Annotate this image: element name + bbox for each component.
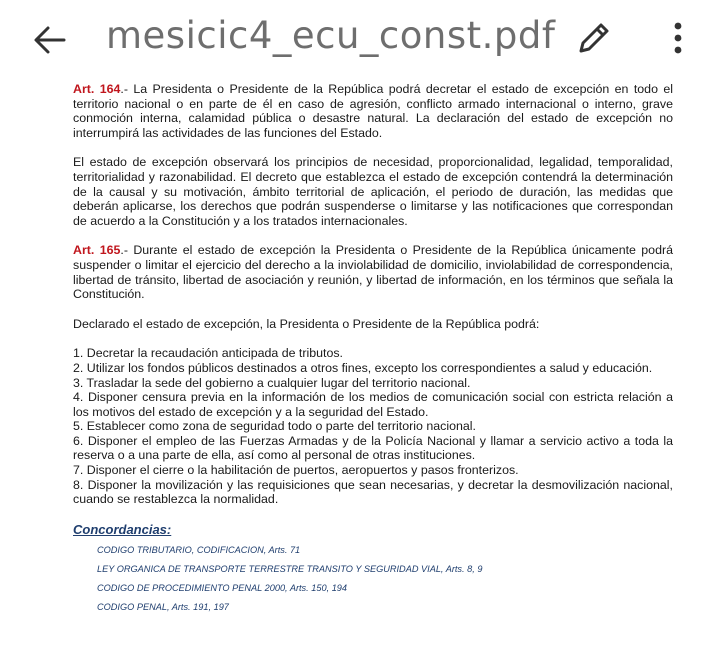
article-label: Art. 164 [73, 82, 121, 96]
art-165-intro: Declarado el estado de excepción, la Presidenta o Presidente de la República podrá: [73, 316, 540, 331]
article-label: Art. 165 [73, 243, 121, 258]
list-item: 3. Trasladar la sede del gobierno a cualquier lugar del territorio nacional. [73, 375, 471, 390]
list-item: 5. Establecer como zona de seguridad todo o parte del territorio nacional. [73, 419, 476, 434]
concordancia-link[interactable]: CODIGO PENAL, Arts. 191, 197 [97, 602, 229, 613]
app-bar [0, 0, 720, 78]
arrow-left-icon [33, 25, 67, 55]
list-item: 7. Disponer el cierre o la habilitación de puertos, aeropuertos y pasos fronterizos. [73, 463, 519, 478]
list-item: 6. Disponer el empleo de las Fuerzas Armadas y de la Policía Nacional y llamar a servicio activo a toda la reserva o a una parte de ella, así como al personal de otras instituciones. [73, 433, 673, 463]
paragraph-text: .- La Presidenta o Presidente de la República podrá decretar el estado de excepción en todo el territorio nacional o en parte de él en caso de agresión, conflicto armado internacional o interno, grave conmoción interna, calamidad pública o desastre natural. La declaración del estado de excepción no interrumpirá las actividades de las funciones del Estado. [73, 82, 673, 140]
list-item: 1. Decretar la recaudación anticipada de tributos. [73, 346, 343, 361]
pencil-icon [575, 19, 613, 57]
concordancia-link[interactable]: CODIGO TRIBUTARIO, CODIFICACION, Arts. 71 [97, 545, 301, 556]
list-item: 8. Disponer la movilización y las requisiciones que sean necesarias, y decretar la desmovilización nacional, cuando se restablezca la normalidad. [73, 477, 673, 507]
back-button[interactable] [28, 18, 72, 62]
art-165-paragraph [73, 243, 673, 301]
concordancia-link[interactable]: CODIGO DE PROCEDIMIENTO PENAL 2000, Arts. 150, 194 [97, 583, 348, 594]
concordancias-heading: Concordancias: [73, 521, 172, 537]
file-title: mesicic4_ecu_const.pdf [106, 14, 556, 57]
more-vertical-icon [672, 21, 684, 55]
art-164-paragraph-2: El estado de excepción observará los principios de necesidad, proporcionalidad, legalidad, temporalidad, territorialidad y razonabilidad. El decreto que establezca el estado de excepción contendrá la determinación de la causal y su motivación, ámbito territorial de aplicación, el periodo de duración, las medidas que deberán aplicarse, los derechos que podrán suspenderse o limitarse y las notificaciones que correspondan de acuerdo a la Constitución y a los tratados internacionales. [73, 155, 673, 228]
edit-button[interactable] [572, 16, 616, 60]
measures-list [73, 346, 673, 507]
concordancia-link[interactable]: LEY ORGANICA DE TRANSPORTE TERRESTRE TRANSITO Y SEGURIDAD VIAL, Arts. 8, 9 [97, 564, 483, 575]
art-164-paragraph [73, 82, 673, 140]
pdf-page-content [73, 82, 673, 617]
paragraph-text: .- Durante el estado de excepción la Presidenta o Presidente de la República únicamente podrá suspender o limitar el ejercicio del derecho a la inviolabilidad de domicilio, inviolabilidad de correspondencia, libertad de tránsito, libertad de asociación y reunión, y libertad de información, en los términos que señala la Constitución. [73, 243, 673, 302]
more-options-button[interactable] [658, 16, 698, 60]
concordancias-list [73, 541, 673, 617]
list-item: 2. Utilizar los fondos públicos destinados a otros fines, excepto los correspondientes a salud y educación. [73, 360, 653, 375]
list-item: 4. Disponer censura previa en la información de los medios de comunicación social con estricta relación a los motivos del estado de excepción y a la seguridad del Estado. [73, 390, 673, 419]
